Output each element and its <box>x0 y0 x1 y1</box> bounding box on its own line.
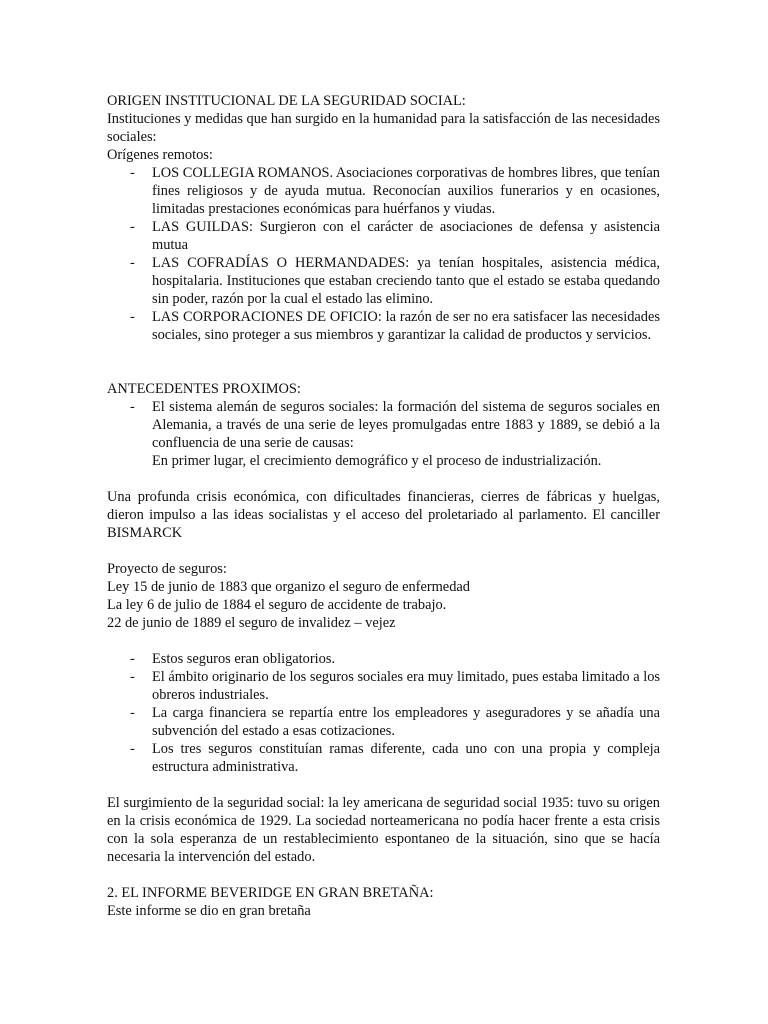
law-line: 22 de junio de 1889 el seguro de invalidez – vejez <box>107 615 396 631</box>
law-line: Ley 15 de junio de 1883 que organizo el seguro de enfermedad <box>107 579 470 595</box>
item-text: : la razón de ser no era satisfacer las necesidades sociales, sino proteger a sus miembros y garantizar la calidad de productos y servicios. <box>152 309 660 343</box>
list-item <box>107 308 660 344</box>
list-item: - Estos seguros eran obligatorios. <box>107 650 660 668</box>
crisis-paragraph: Una profunda crisis económica, con dificultades financieras, cierres de fábricas y huelgas, dieron impulso a las ideas socialistas y el acceso del proletariado al parlamento. El canciller BISMARCK <box>107 489 660 541</box>
item-text: El sistema alemán de seguros sociales: la formación del sistema de seguros sociales en Alemania, a través de una serie de leyes promulgadas entre 1883 y 1889, se debió a la confluencia de una serie de causas: <box>152 399 660 451</box>
item-lead: LAS GUILDAS <box>152 219 250 235</box>
section-title-origen: ORIGEN INSTITUCIONAL DE LA SEGURIDAD SOCIAL: <box>107 93 466 109</box>
list-item <box>107 218 660 254</box>
section-title-proyecto: Proyecto de seguros: <box>107 561 227 577</box>
section-title-antecedentes: ANTECEDENTES PROXIMOS: <box>107 381 301 397</box>
list-item <box>107 398 660 452</box>
intro-paragraph: Instituciones y medidas que han surgido en la humanidad para la satisfacción de las necesidades sociales: <box>107 111 660 145</box>
antecedentes-list <box>107 398 660 452</box>
list-item <box>107 164 660 218</box>
seguridad-social-paragraph: El surgimiento de la seguridad social: la ley americana de seguridad social 1935: tuvo su origen en la crisis económica de 1929. La sociedad norteamericana no podía hacer frente a esta crisis con la sola esperanza de un restablecimiento espontaneo de la situación, sino que se hacía necesaria la intervención del estado. <box>107 795 660 865</box>
list-item: - Los tres seguros constituían ramas diferente, cada uno con una propia y compleja estructura administrativa. <box>107 740 660 776</box>
law-line: La ley 6 de julio de 1884 el seguro de accidente de trabajo. <box>107 597 447 613</box>
section-title-beveridge: 2. EL INFORME BEVERIDGE EN GRAN BRETAÑA: <box>107 885 434 901</box>
list-item: - El ámbito originario de los seguros sociales era muy limitado, pues estaba limitado a los obreros industriales. <box>107 668 660 704</box>
item-lead: LAS CORPORACIONES DE OFICIO <box>152 309 378 325</box>
item-lead: LAS COFRADÍAS O HERMANDADES <box>152 255 406 271</box>
seguros-list <box>107 650 660 776</box>
item-lead: LOS COLLEGIA ROMANOS <box>152 165 330 181</box>
list-item <box>107 254 660 308</box>
subheading-origenes-remotos: Orígenes remotos: <box>107 147 213 163</box>
item-text: . Asociaciones corporativas de hombres libres, que tenían fines religiosos y de ayuda mutua. Reconocían auxilios funerarios y en ocasiones, limitadas prestaciones económicas para huérfanos y viudas. <box>152 165 660 217</box>
list-item-continuation: En primer lugar, el crecimiento demográfico y el proceso de industrialización. <box>152 453 602 469</box>
item-text: : Surgieron con el carácter de asociaciones de defensa y asistencia mutua <box>152 219 660 253</box>
list-item: - La carga financiera se repartía entre los empleadores y aseguradores y se añadía una subvención del estado a esas cotizaciones. <box>107 704 660 740</box>
beveridge-line: Este informe se dio en gran bretaña <box>107 903 311 919</box>
document-body <box>107 92 660 920</box>
origenes-remotos-list <box>107 164 660 344</box>
item-text: : ya tenían hospitales, asistencia médica, hospitalaria. Instituciones que estaban creciendo tanto que el estado se estaba quedando sin poder, razón por la cual el estado las elimino. <box>152 255 660 307</box>
